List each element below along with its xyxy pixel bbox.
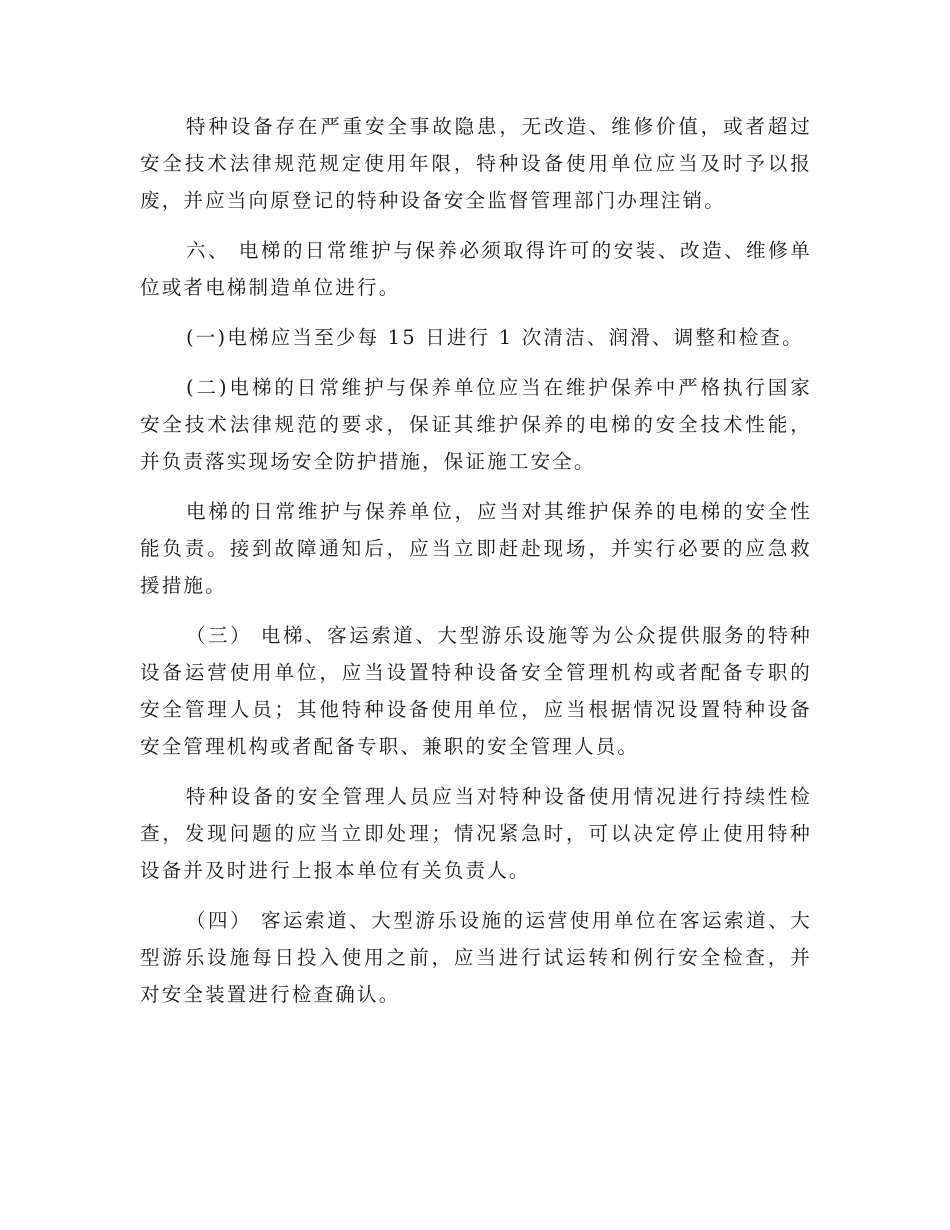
paragraph-section-six: 六、 电梯的日常维护与保养必须取得许可的安装、改造、维修单位或者电梯制造单位进行。 — [140, 239, 812, 299]
document-body — [140, 108, 812, 1026]
paragraph-item-four: （四） 客运索道、大型游乐设施的运营使用单位在客运索道、大型游乐设施每日投入使用之前，应当进行试运转和例行安全检查，并对安全装置进行检查确认。 — [140, 909, 812, 1006]
paragraph-item-two: (二)电梯的日常维护与保养单位应当在维护保养中严格执行国家安全技术法律规范的要求，保证其维护保养的电梯的安全技术性能，并负责落实现场安全防护措施，保证施工安全。 — [140, 376, 813, 473]
paragraph-scrap-requirement: 特种设备存在严重安全事故隐患，无改造、维修价值，或者超过安全技术法律规范规定使用年限，特种设备使用单位应当及时予以报废，并应当向原登记的特种设备安全监督管理部门办理注销。 — [140, 115, 812, 212]
paragraph-maintenance-responsibility: 电梯的日常维护与保养单位，应当对其维护保养的电梯的安全性能负责。接到故障通知后，应当立即赶赴现场，并实行必要的应急救援措施。 — [140, 500, 812, 597]
paragraph-safety-manager: 特种设备的安全管理人员应当对特种设备使用情况进行持续性检查，发现问题的应当立即处理；情况紧急时，可以决定停止使用特种设备并及时进行上报本单位有关负责人。 — [140, 785, 812, 882]
paragraph-item-one: (一)电梯应当至少每 15 日进行 1 次清洁、润滑、调整和检查。 — [186, 326, 804, 349]
paragraph-item-three: （三） 电梯、客运索道、大型游乐设施等为公众提供服务的特种设备运营使用单位，应当设置特种设备安全管理机构或者配备专职的安全管理人员；其他特种设备使用单位，应当根据情况设置特种设备安全管理机构或者配备专职、兼职的安全管理人员。 — [140, 624, 812, 758]
